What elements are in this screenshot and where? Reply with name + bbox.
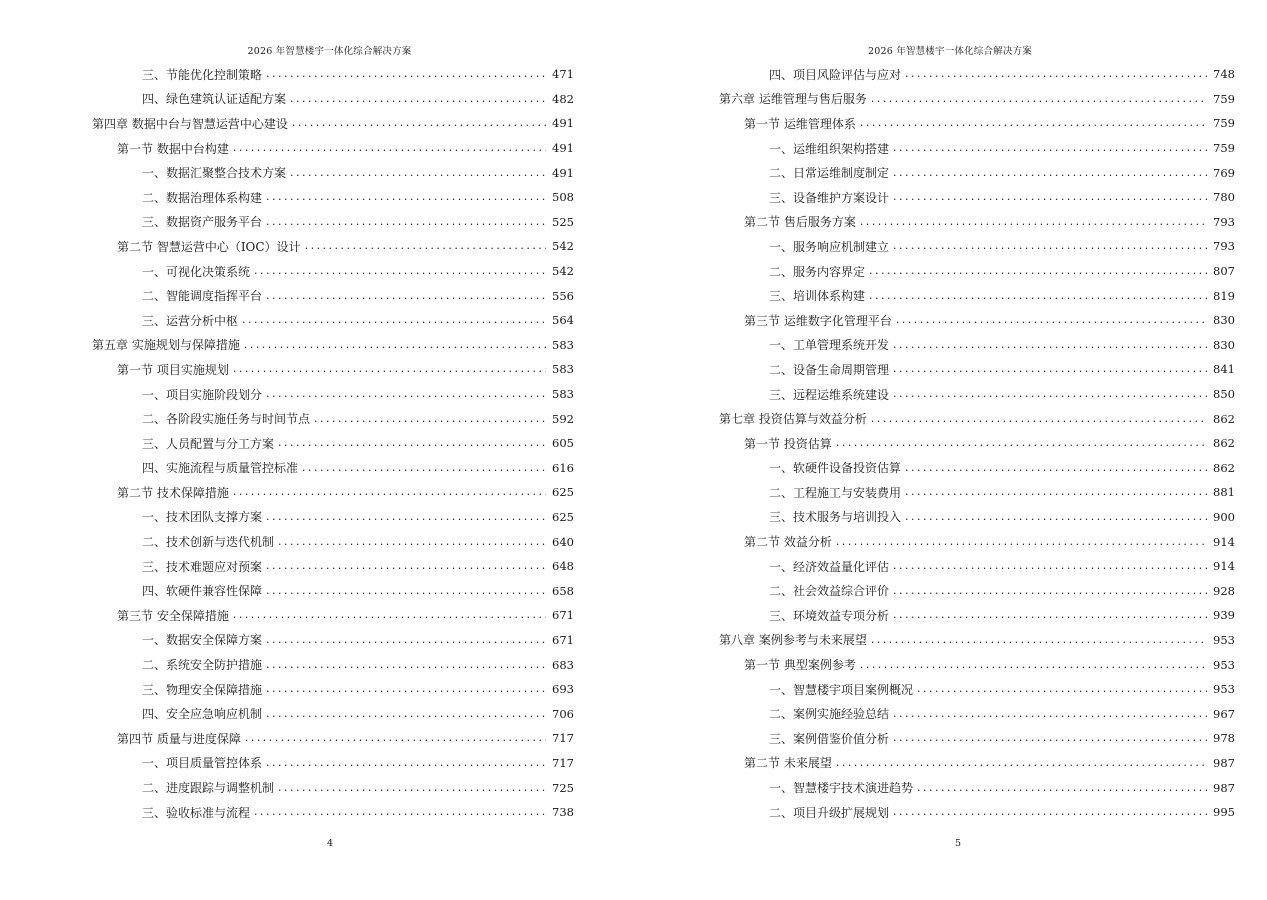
dot-leader: [266, 387, 546, 401]
toc-entry-page-number: 939: [1213, 608, 1235, 623]
toc-entry-page-number: 830: [1213, 337, 1235, 352]
dot-leader: [893, 141, 1207, 155]
dot-leader: [893, 166, 1207, 180]
toc-entry-page-number: 592: [552, 411, 574, 426]
toc-entry-section[interactable]: [719, 431, 1235, 456]
toc-entry-page-number: 625: [552, 509, 574, 524]
dot-leader: [242, 313, 546, 327]
toc-entry-section[interactable]: [719, 111, 1235, 136]
dot-leader: [869, 264, 1207, 278]
toc-entry-page-number: 759: [1213, 141, 1235, 156]
toc-entry-subsection[interactable]: [719, 505, 1235, 530]
dot-leader: [896, 313, 1207, 327]
toc-entry-subsection[interactable]: [92, 505, 574, 530]
toc-entry-page-number: 640: [552, 534, 574, 549]
toc-entry-title: 四、实施流程与质量管控标准: [142, 461, 299, 476]
toc-entry-page-number: 491: [552, 116, 574, 131]
toc-entry-title: 三、人员配置与分工方案: [142, 436, 275, 451]
toc-entry-title: 三、数据资产服务平台: [142, 215, 263, 230]
toc-entry-page-number: 953: [1213, 657, 1235, 672]
dot-leader: [290, 166, 546, 180]
left-page: [0, 0, 633, 900]
toc-entry-page-number: 525: [552, 214, 574, 229]
toc-entry-page-number: 658: [552, 583, 574, 598]
toc-entry-page-number: 738: [552, 805, 574, 820]
toc-entry-title: 四、安全应急响应机制: [142, 707, 263, 722]
dot-leader: [266, 215, 546, 229]
toc-entry-subsection[interactable]: [92, 751, 574, 776]
toc-entry-page-number: 748: [1213, 67, 1235, 82]
toc-entry-title: 第二节 未来展望: [744, 756, 832, 771]
dot-leader: [836, 756, 1207, 770]
dot-leader: [871, 633, 1207, 647]
toc-entry-title: 一、经济效益量化评估: [769, 559, 890, 574]
toc-entry-subsection[interactable]: [92, 382, 574, 407]
toc-entry-page-number: 671: [552, 608, 574, 623]
toc-list: [92, 62, 574, 824]
toc-entry-section[interactable]: [719, 308, 1235, 333]
toc-entry-section[interactable]: [92, 136, 574, 161]
toc-entry-page-number: 862: [1213, 411, 1235, 426]
toc-entry-page-number: 706: [552, 706, 574, 721]
toc-entry-section[interactable]: [719, 751, 1235, 776]
toc-entry-page-number: 471: [552, 67, 574, 82]
toc-entry-section[interactable]: [92, 234, 574, 259]
dot-leader: [233, 141, 546, 155]
toc-entry-title: 一、智慧楼宇项目案例概况: [769, 682, 914, 697]
toc-entry-title: 二、数据治理体系构建: [142, 190, 263, 205]
toc-entry-section[interactable]: [92, 603, 574, 628]
toc-entry-section[interactable]: [92, 357, 574, 382]
toc-entry-page-number: 987: [1213, 755, 1235, 770]
toc-entry-title: 一、可视化决策系统: [142, 264, 251, 279]
toc-entry-page-number: 953: [1213, 632, 1235, 647]
toc-entry-subsection[interactable]: [92, 87, 574, 112]
toc-entry-page-number: 564: [552, 313, 574, 328]
dot-leader: [244, 338, 546, 352]
toc-entry-subsection[interactable]: [719, 701, 1235, 726]
toc-entry-page-number: 793: [1213, 239, 1235, 254]
toc-entry-page-number: 482: [552, 91, 574, 106]
toc-entry-subsection[interactable]: [719, 726, 1235, 751]
toc-entry-section[interactable]: [719, 210, 1235, 235]
toc-entry-chapter[interactable]: [719, 87, 1235, 112]
toc-entry-title: 一、技术团队支撑方案: [142, 510, 263, 525]
dot-leader: [836, 436, 1207, 450]
toc-entry-page-number: 648: [552, 559, 574, 574]
dot-leader: [305, 239, 546, 253]
page-header: 2026 年智慧楼宇一体化综合解决方案: [868, 46, 1032, 57]
dot-leader: [905, 510, 1207, 524]
toc-entry-subsection[interactable]: [92, 160, 574, 185]
toc-entry-title: 二、系统安全防护措施: [142, 658, 263, 673]
toc-entry-page-number: 542: [552, 264, 574, 279]
dot-leader: [290, 92, 546, 106]
toc-entry-title: 一、数据安全保障方案: [142, 633, 263, 648]
toc-entry-page-number: 928: [1213, 583, 1235, 598]
toc-entry-title: 一、运维组织架构搭建: [769, 141, 890, 156]
toc-entry-subsection[interactable]: [92, 554, 574, 579]
dot-leader: [893, 731, 1207, 745]
toc-entry-page-number: 605: [552, 436, 574, 451]
dot-leader: [254, 264, 546, 278]
toc-entry-page-number: 900: [1213, 509, 1235, 524]
toc-entry-subsection[interactable]: [719, 554, 1235, 579]
toc-entry-page-number: 953: [1213, 682, 1235, 697]
toc-entry-subsection[interactable]: [92, 677, 574, 702]
toc-entry-title: 四、项目风险评估与应对: [769, 67, 902, 82]
toc-entry-title: 二、日常运维制度制定: [769, 166, 890, 181]
toc-entry-chapter[interactable]: [719, 406, 1235, 431]
toc-entry-page-number: 780: [1213, 190, 1235, 205]
dot-leader: [893, 707, 1207, 721]
toc-entry-subsection[interactable]: [92, 431, 574, 456]
dot-leader: [860, 215, 1207, 229]
dot-leader: [254, 805, 546, 819]
toc-entry-subsection[interactable]: [92, 628, 574, 653]
dot-leader: [893, 338, 1207, 352]
toc-entry-page-number: 987: [1213, 780, 1235, 795]
toc-entry-page-number: 807: [1213, 264, 1235, 279]
toc-entry-subsection[interactable]: [719, 800, 1235, 825]
dot-leader: [266, 633, 546, 647]
dot-leader: [871, 92, 1207, 106]
toc-entry-title: 三、运营分析中枢: [142, 313, 239, 328]
toc-entry-page-number: 717: [552, 731, 574, 746]
toc-entry-page-number: 759: [1213, 116, 1235, 131]
toc-entry-subsection[interactable]: [92, 578, 574, 603]
toc-entry-page-number: 862: [1213, 460, 1235, 475]
toc-entry-page-number: 850: [1213, 387, 1235, 402]
toc-entry-title: 二、智能调度指挥平台: [142, 289, 263, 304]
toc-entry-section[interactable]: [92, 726, 574, 751]
toc-entry-page-number: 491: [552, 141, 574, 156]
toc-entry-page-number: 967: [1213, 706, 1235, 721]
dot-leader: [266, 756, 546, 770]
dot-leader: [917, 682, 1207, 696]
toc-entry-title: 第五章 实施规划与保障措施: [92, 338, 240, 353]
toc-entry-title: 二、各阶段实施任务与时间节点: [142, 412, 311, 427]
toc-entry-subsection[interactable]: [92, 308, 574, 333]
dot-leader: [245, 731, 546, 745]
dot-leader: [893, 805, 1207, 819]
toc-entry-title: 一、项目质量管控体系: [142, 756, 263, 771]
toc-entry-title: 三、远程运维系统建设: [769, 387, 890, 402]
dot-leader: [266, 190, 546, 204]
toc-entry-subsection[interactable]: [92, 529, 574, 554]
toc-entry-subsection[interactable]: [92, 185, 574, 210]
toc-entry-subsection[interactable]: [719, 333, 1235, 358]
dot-leader: [278, 535, 546, 549]
dot-leader: [266, 289, 546, 303]
toc-entry-page-number: 583: [552, 362, 574, 377]
toc-entry-title: 第一节 运维管理体系: [744, 116, 856, 131]
dot-leader: [893, 362, 1207, 376]
toc-entry-subsection[interactable]: [92, 775, 574, 800]
dot-leader: [266, 707, 546, 721]
dot-leader: [278, 436, 546, 450]
toc-entry-title: 第二节 售后服务方案: [744, 215, 856, 230]
toc-entry-title: 三、节能优化控制策略: [142, 67, 263, 82]
toc-entry-subsection[interactable]: [92, 283, 574, 308]
dot-leader: [302, 461, 546, 475]
toc-entry-chapter[interactable]: [92, 333, 574, 358]
toc-entry-page-number: 978: [1213, 731, 1235, 746]
page-header: 2026 年智慧楼宇一体化综合解决方案: [247, 46, 412, 57]
toc-entry-title: 二、技术创新与迭代机制: [142, 535, 275, 550]
toc-entry-page-number: 683: [552, 657, 574, 672]
toc-entry-page-number: 725: [552, 780, 574, 795]
dot-leader: [893, 608, 1207, 622]
toc-entry-title: 第二节 智慧运营中心（IOC）设计: [117, 239, 301, 254]
dot-leader: [266, 682, 546, 696]
toc-entry-page-number: 914: [1213, 559, 1235, 574]
toc-entry-title: 二、进度跟踪与调整机制: [142, 781, 275, 796]
toc-entry-title: 一、服务响应机制建立: [769, 239, 890, 254]
toc-entry-subsection[interactable]: [719, 283, 1235, 308]
toc-entry-page-number: 769: [1213, 165, 1235, 180]
page-number: 4: [327, 838, 334, 849]
dot-leader: [266, 658, 546, 672]
dot-leader: [233, 485, 546, 499]
toc-entry-page-number: 862: [1213, 436, 1235, 451]
toc-entry-title: 第七章 投资估算与效益分析: [719, 412, 867, 427]
toc-entry-section[interactable]: [719, 529, 1235, 554]
toc-entry-title: 第一节 数据中台构建: [117, 141, 229, 156]
toc-entry-subsection[interactable]: [719, 480, 1235, 505]
toc-entry-page-number: 625: [552, 485, 574, 500]
toc-entry-subsection[interactable]: [92, 701, 574, 726]
toc-entry-page-number: 830: [1213, 313, 1235, 328]
toc-entry-page-number: 759: [1213, 91, 1235, 106]
dot-leader: [266, 67, 546, 81]
toc-entry-chapter[interactable]: [92, 111, 574, 136]
toc-entry-title: 三、技术难题应对预案: [142, 559, 263, 574]
toc-entry-page-number: 881: [1213, 485, 1235, 500]
dot-leader: [905, 67, 1207, 81]
dot-leader: [917, 781, 1207, 795]
dot-leader: [893, 559, 1207, 573]
toc-entry-subsection[interactable]: [92, 456, 574, 481]
toc-entry-subsection[interactable]: [719, 382, 1235, 407]
toc-entry-subsection[interactable]: [719, 234, 1235, 259]
toc-entry-subsection[interactable]: [719, 357, 1235, 382]
toc-entry-subsection[interactable]: [92, 800, 574, 825]
dot-leader: [314, 412, 546, 426]
toc-entry-title: 第一节 项目实施规划: [117, 362, 229, 377]
dot-leader: [871, 412, 1207, 426]
toc-entry-title: 第四节 质量与进度保障: [117, 731, 241, 746]
toc-entry-section[interactable]: [92, 480, 574, 505]
toc-entry-page-number: 556: [552, 288, 574, 303]
toc-entry-page-number: 583: [552, 387, 574, 402]
toc-entry-subsection[interactable]: [719, 136, 1235, 161]
dot-leader: [905, 461, 1207, 475]
right-page: [633, 0, 1267, 900]
toc-entry-subsection[interactable]: [719, 160, 1235, 185]
toc-entry-title: 四、绿色建筑认证适配方案: [142, 92, 287, 107]
dot-leader: [266, 584, 546, 598]
toc-entry-subsection[interactable]: [719, 185, 1235, 210]
toc-entry-title: 第一节 典型案例参考: [744, 658, 856, 673]
toc-entry-subsection[interactable]: [92, 406, 574, 431]
page-number: 5: [955, 838, 962, 849]
toc-entry-title: 二、社会效益综合评价: [769, 584, 890, 599]
toc-entry-title: 第三节 安全保障措施: [117, 608, 229, 623]
toc-entry-subsection[interactable]: [92, 259, 574, 284]
toc-entry-title: 二、案例实施经验总结: [769, 707, 890, 722]
toc-list: [719, 62, 1235, 824]
toc-entry-page-number: 671: [552, 632, 574, 647]
dot-leader: [292, 116, 546, 130]
toc-entry-title: 四、软硬件兼容性保障: [142, 584, 263, 599]
toc-entry-title: 三、设备维护方案设计: [769, 190, 890, 205]
toc-entry-title: 三、案例借鉴价值分析: [769, 731, 890, 746]
toc-entry-subsection[interactable]: [92, 210, 574, 235]
dot-leader: [893, 190, 1207, 204]
toc-entry-subsection[interactable]: [92, 652, 574, 677]
dot-leader: [266, 559, 546, 573]
dot-leader: [893, 584, 1207, 598]
toc-entry-page-number: 542: [552, 239, 574, 254]
toc-entry-page-number: 819: [1213, 288, 1235, 303]
toc-entry-chapter[interactable]: [719, 628, 1235, 653]
toc-entry-page-number: 508: [552, 190, 574, 205]
toc-entry-page-number: 616: [552, 460, 574, 475]
toc-entry-title: 三、技术服务与培训投入: [769, 510, 902, 525]
toc-entry-title: 第二节 技术保障措施: [117, 485, 229, 500]
toc-entry-title: 二、项目升级扩展规划: [769, 805, 890, 820]
toc-entry-title: 第一节 投资估算: [744, 436, 832, 451]
toc-entry-page-number: 583: [552, 337, 574, 352]
toc-entry-title: 一、软硬件设备投资估算: [769, 461, 902, 476]
toc-entry-subsection[interactable]: [719, 775, 1235, 800]
dot-leader: [278, 781, 546, 795]
toc-entry-title: 第二节 效益分析: [744, 535, 832, 550]
toc-entry-title: 二、工程施工与安装费用: [769, 485, 902, 500]
dot-leader: [860, 658, 1207, 672]
toc-entry-subsection[interactable]: [719, 456, 1235, 481]
dot-leader: [860, 116, 1207, 130]
toc-entry-title: 一、工单管理系统开发: [769, 338, 890, 353]
toc-entry-title: 第四章 数据中台与智慧运营中心建设: [92, 116, 288, 131]
toc-entry-page-number: 491: [552, 165, 574, 180]
dot-leader: [233, 608, 546, 622]
toc-entry-subsection[interactable]: [92, 62, 574, 87]
dot-leader: [869, 289, 1207, 303]
toc-entry-title: 第六章 运维管理与售后服务: [719, 92, 867, 107]
toc-entry-subsection[interactable]: [719, 578, 1235, 603]
toc-entry-title: 二、设备生命周期管理: [769, 362, 890, 377]
toc-entry-subsection[interactable]: [719, 603, 1235, 628]
dot-leader: [836, 535, 1207, 549]
dot-leader: [233, 362, 546, 376]
toc-entry-title: 三、物理安全保障措施: [142, 682, 263, 697]
toc-entry-subsection[interactable]: [719, 62, 1235, 87]
toc-entry-page-number: 995: [1213, 805, 1235, 820]
toc-entry-title: 三、环境效益专项分析: [769, 608, 890, 623]
toc-entry-title: 一、项目实施阶段划分: [142, 387, 263, 402]
toc-entry-page-number: 693: [552, 682, 574, 697]
dot-leader: [266, 510, 546, 524]
toc-entry-subsection[interactable]: [719, 677, 1235, 702]
toc-entry-page-number: 793: [1213, 214, 1235, 229]
toc-entry-page-number: 717: [552, 755, 574, 770]
toc-entry-title: 二、服务内容界定: [769, 264, 866, 279]
dot-leader: [893, 387, 1207, 401]
toc-entry-title: 三、培训体系构建: [769, 289, 866, 304]
toc-entry-title: 第三节 运维数字化管理平台: [744, 313, 892, 328]
toc-entry-title: 第八章 案例参考与未来展望: [719, 633, 867, 648]
toc-entry-title: 一、智慧楼宇技术演进趋势: [769, 781, 914, 796]
toc-entry-title: 三、验收标准与流程: [142, 805, 251, 820]
toc-entry-subsection[interactable]: [719, 259, 1235, 284]
toc-entry-page-number: 841: [1213, 362, 1235, 377]
toc-entry-page-number: 914: [1213, 534, 1235, 549]
toc-entry-section[interactable]: [719, 652, 1235, 677]
dot-leader: [905, 485, 1207, 499]
dot-leader: [893, 239, 1207, 253]
toc-entry-title: 一、数据汇聚整合技术方案: [142, 166, 287, 181]
